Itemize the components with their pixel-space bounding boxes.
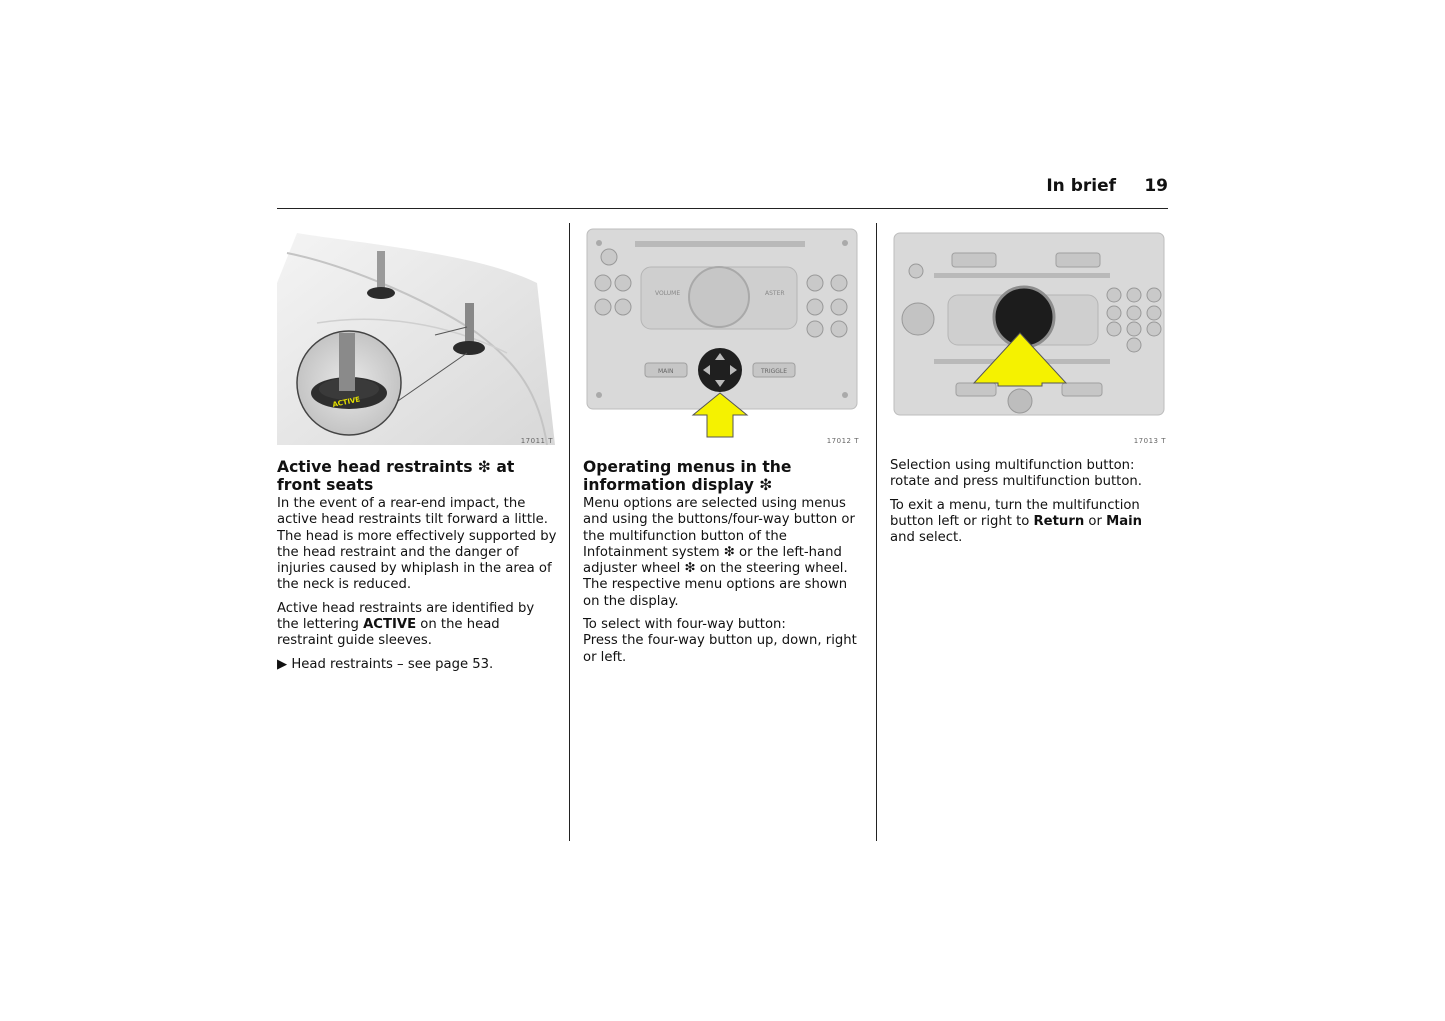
header-rule [277, 208, 1168, 209]
column-divider-1 [569, 223, 570, 841]
page-header [277, 176, 1168, 198]
page-number: 19 [1144, 176, 1168, 196]
figure-code: 17012 T [826, 437, 859, 445]
return-option: Return [1033, 513, 1085, 529]
svg-text:VOLUME: VOLUME [655, 290, 681, 297]
figure-code: 17013 T [1133, 437, 1166, 445]
column-active-head-restraints [277, 223, 557, 680]
svg-text:ASTER: ASTER [765, 290, 785, 297]
active-lettering: ACTIVE [363, 617, 417, 633]
svg-text:TRIGGLE: TRIGGLE [761, 368, 788, 375]
section-heading: Operating menus in the information display ❇ [583, 458, 792, 494]
main-option: Main [1106, 513, 1143, 529]
paragraph: Selection using multifunction button: rotate and press multifunction button. [890, 458, 1142, 490]
svg-text:MAIN: MAIN [658, 368, 674, 375]
four-way-button-illustration [583, 223, 861, 445]
paragraph: To select with four-way button: Press the four-way button up, down, right or left. [583, 617, 857, 665]
head-restraint-illustration [277, 223, 555, 445]
paragraph: Menu options are selected using menus and using the buttons/four-way button or the multifunction button of the Infotainment system ❇ or the left-hand adjuster wheel ❇ on the steering wheel. The respective menu options are shown on the display. [583, 496, 855, 609]
paragraph: In the event of a rear-end impact, the active head restraints tilt forward a little. The head is more effectively supported by the head restraint and the danger of injuries caused by whiplash in the area of the neck is reduced. [277, 496, 557, 593]
active-label-graphic: ACTIVE [331, 395, 361, 410]
page-reference-link[interactable]: ▶ Head restraints – see page 53. [277, 656, 494, 672]
column-multifunction [890, 223, 1170, 553]
column-divider-2 [876, 223, 877, 841]
figure-code: 17011 T [520, 437, 553, 445]
section-heading: Active head restraints ❇ at front seats [277, 458, 515, 494]
paragraph: To exit a menu, turn the multifunction button left or right to Return or Main and select. [890, 497, 1143, 546]
paragraph: Active head restraints are identified by the lettering ACTIVE on the head restraint guide sleeves. [277, 600, 535, 649]
column-operating-menus [583, 223, 863, 673]
multifunction-button-illustration [890, 223, 1168, 445]
section-title: In brief [1046, 176, 1116, 196]
